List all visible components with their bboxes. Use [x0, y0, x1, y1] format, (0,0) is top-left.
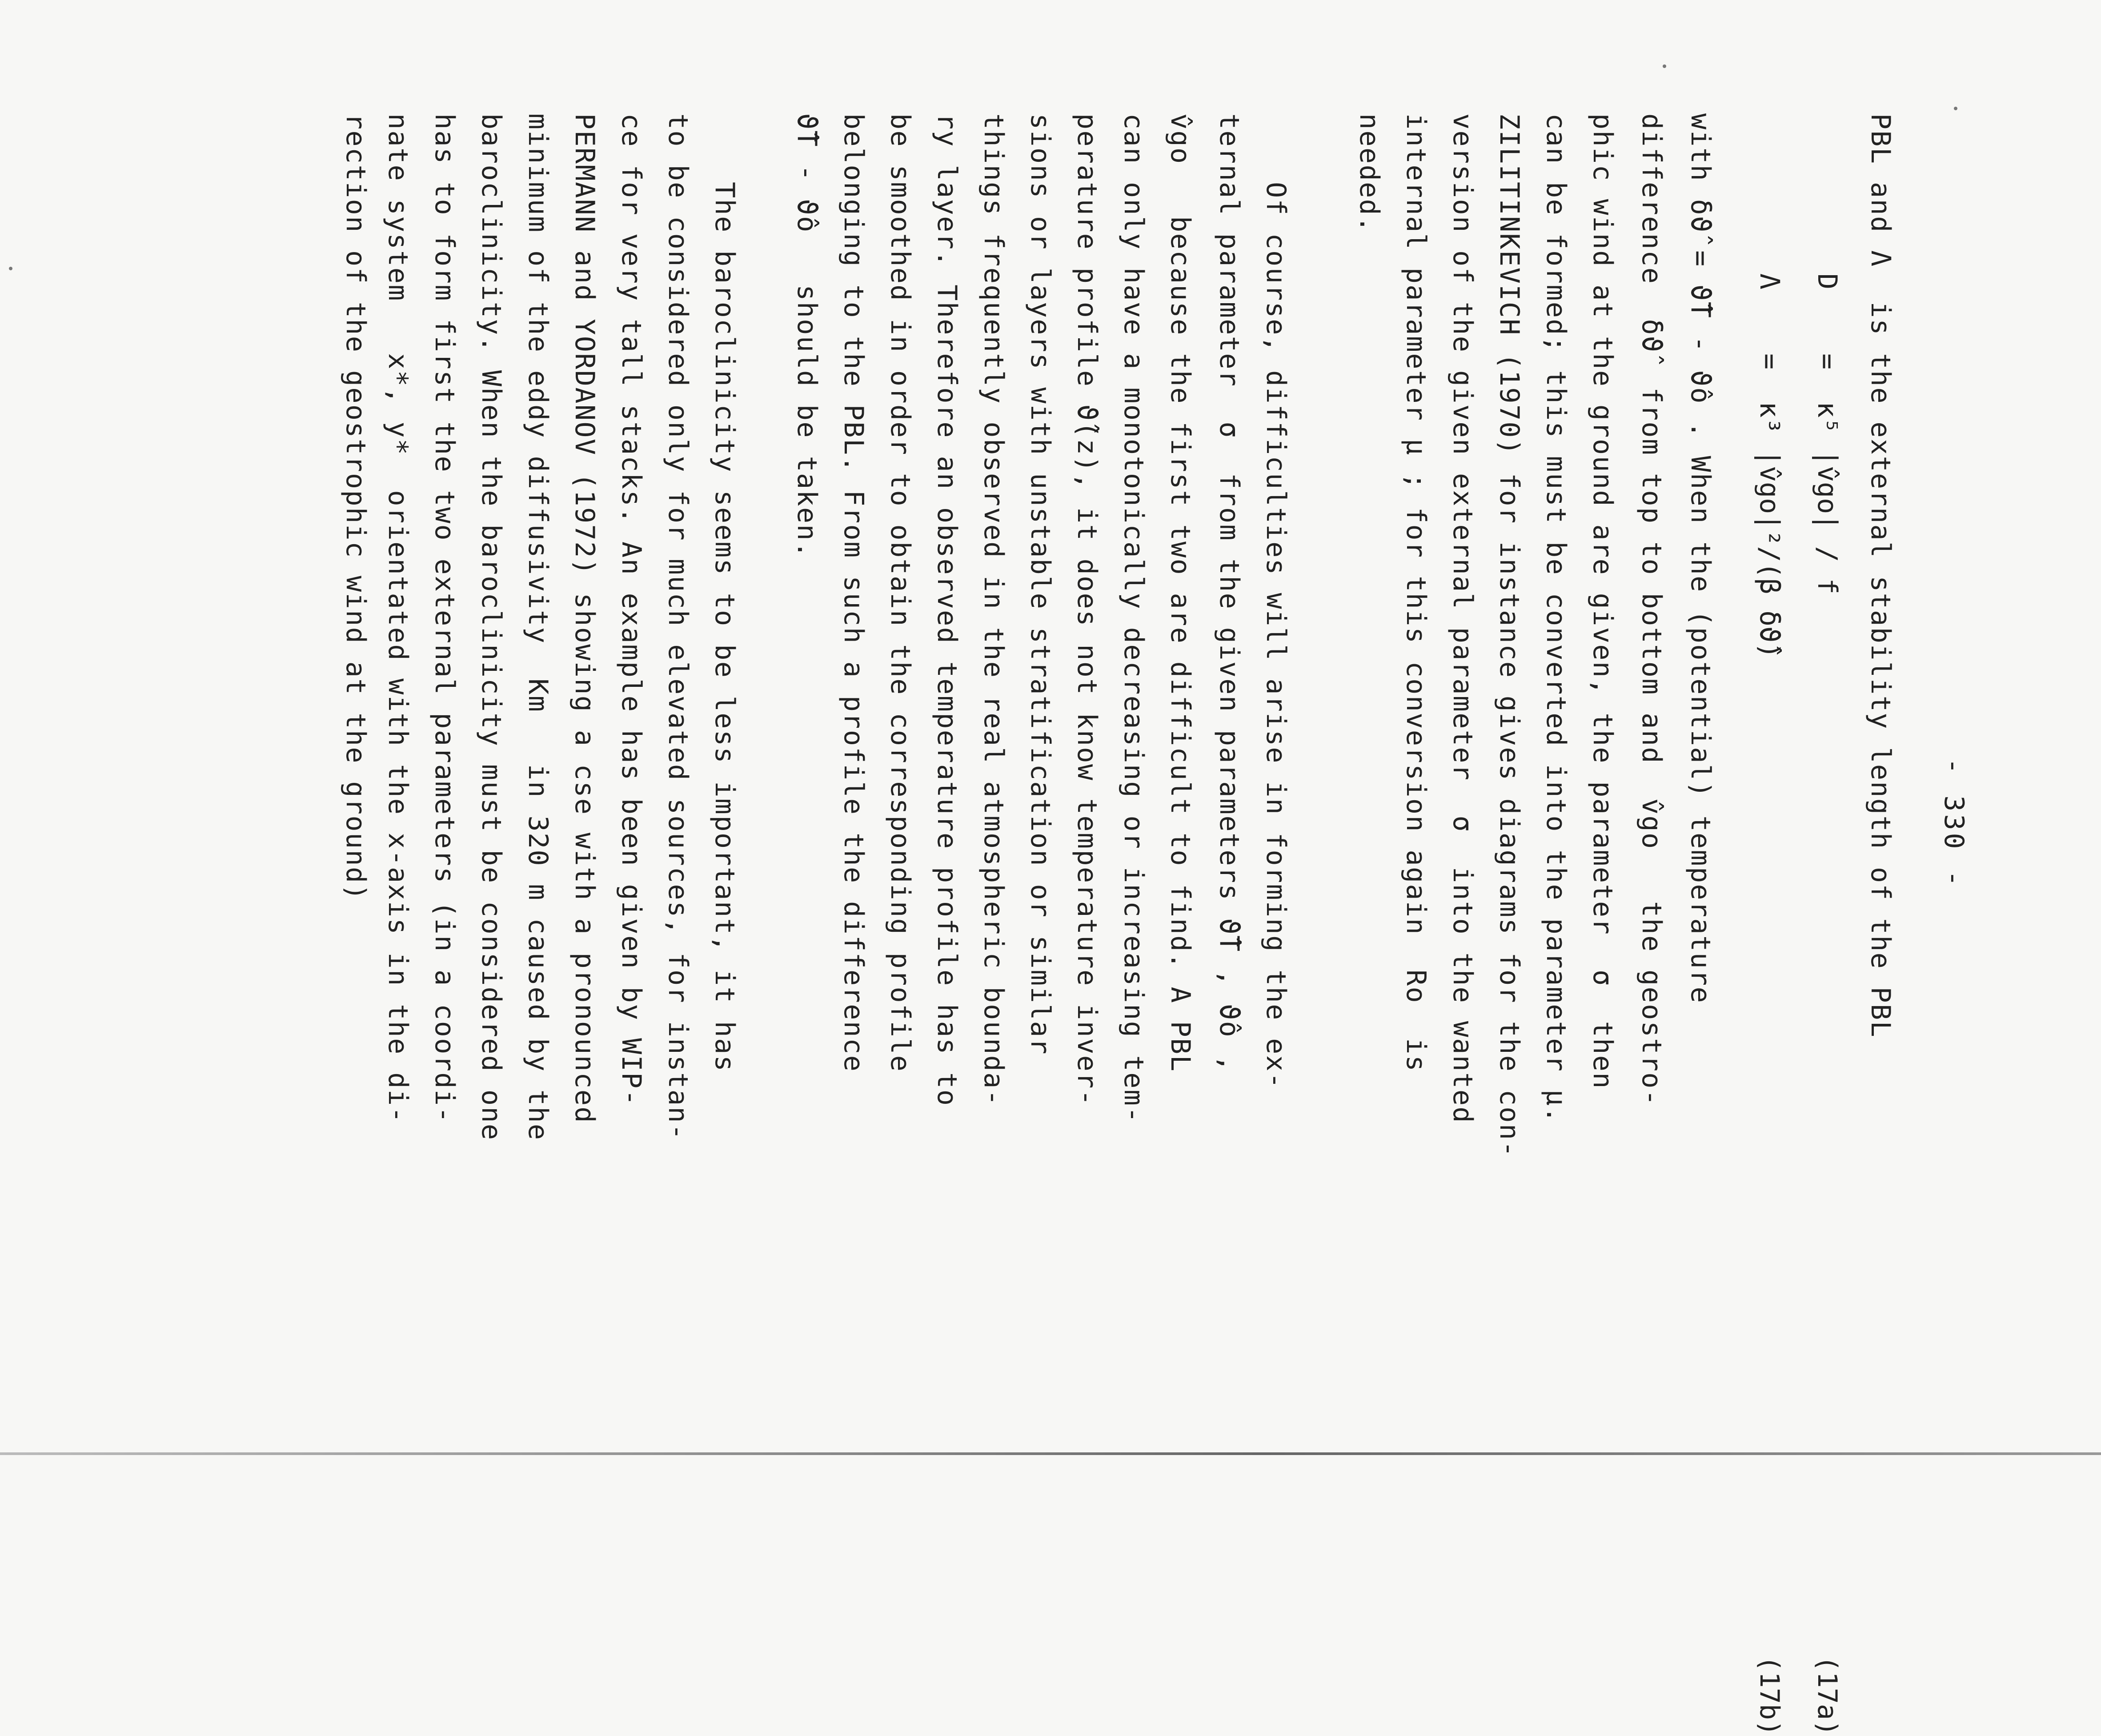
text-line: needed. [1354, 113, 1385, 233]
rotated-text-block [340, 113, 1969, 1736]
text-line: belonging to the PBL. From such a profile the difference [838, 113, 869, 1073]
text-line: with δϑ̂ = ϑ̂T - ϑ̂o . When the (potential) temperature [1685, 113, 1716, 1004]
text-line: perature profile ϑ̂(z), it does not know temperature inver- [1071, 113, 1103, 1107]
scan-speck [1663, 64, 1666, 68]
equation-rhs: = κ³ |v̂go|²/(β δϑ̂) [1754, 353, 1785, 659]
equation-17b [1747, 113, 1783, 1736]
text-line: ry layer. Therefore an observed temperature profile has to [931, 113, 962, 1107]
scan-speck [1954, 107, 1957, 110]
text-line: be smoothed in order to obtain the corresponding profile [885, 113, 916, 1073]
text-line: PERMANN and YORDANOV (1972) showing a cse with a pronounced [569, 113, 600, 1124]
text-line: phic wind at the ground are given, the parameter σ then [1587, 113, 1618, 1090]
scan-speck [9, 267, 12, 270]
text-line: ternal parameter σ from the given parameters ϑ̂T , ϑ̂o , [1214, 113, 1245, 1073]
text-line: The baroclinicity seems to be less important, it has [709, 113, 740, 1073]
equation-lhs: D [1812, 273, 1843, 290]
scan-edge-line [0, 1452, 2101, 1455]
text-line: can only have a monotonically decreasing or increasing tem- [1118, 113, 1149, 1124]
text-line: has to form first the two external parameters (in a coordi- [429, 113, 460, 1124]
text-line: nate system x*, y* orientated with the x-axis in the di- [382, 113, 413, 1124]
equation-lhs: Λ [1754, 273, 1785, 290]
equation-17a [1805, 113, 1843, 1736]
text-line: to be considered only for much elevated sources, for instan- [662, 113, 694, 1141]
equation-label: (17b) [1754, 1656, 1785, 1736]
text-line: Of course, difficulties will arise in forming the ex- [1260, 113, 1291, 1090]
text-line: minimum of the eddy diffusivity Km in 320 m caused by the [522, 113, 553, 1141]
text-line: things frequently observed in the real atmospheric bounda- [978, 113, 1009, 1107]
text-line: v̂go because the first two are difficult to find. A PBL [1165, 113, 1196, 1073]
intro-line: PBL and Λ is the external stability length of the PBL [1865, 113, 1896, 1038]
equation-label: (17a) [1812, 1656, 1843, 1736]
text-line: baroclinicity. When the baroclinicity must be considered one [476, 113, 507, 1141]
text-line: sions or layers with unstable stratification or similar [1025, 113, 1056, 1055]
text-line: ce for very tall stacks. An example has been given by WIP- [616, 113, 647, 1107]
page-number: - 330 - [1938, 758, 1969, 889]
text-line: internal parameter μ ; for this conversion again Ro is [1400, 113, 1431, 1073]
text-line: rection of the geostrophic wind at the ground) [340, 113, 371, 902]
text-line: version of the given external parameter σ into the wanted [1447, 113, 1478, 1124]
text-line: difference δϑ̂ from top to bottom and v̂go the geostro- [1636, 113, 1667, 1107]
text-line: can be formed; this must be converted into the parameter μ. [1540, 113, 1572, 1124]
text-line: ϑ̂T - ϑ̂o should be taken. [791, 113, 822, 559]
text-line: ZILITINKEVICH (1970) for instance gives diagrams for the con- [1494, 113, 1525, 1158]
equation-rhs: = κ⁵ |v̂go| / f [1812, 353, 1843, 594]
